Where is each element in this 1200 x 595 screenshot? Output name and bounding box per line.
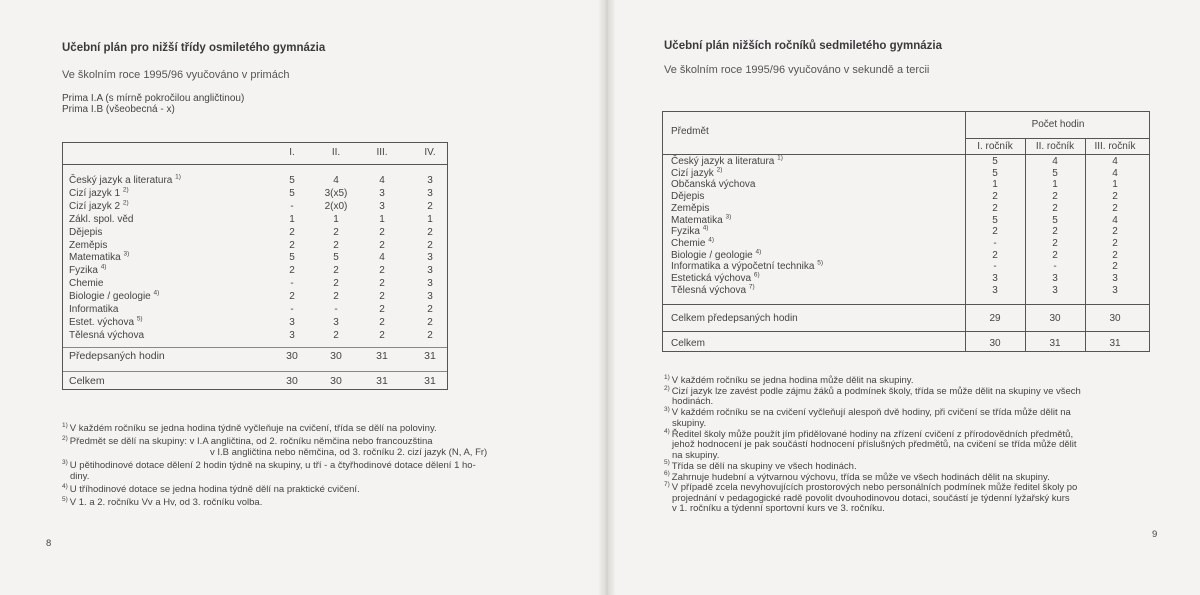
hours-cell: 3 [1052,284,1058,296]
hours-cell: 3 [1112,273,1118,284]
total-cell: 31 [376,350,388,362]
table-total-divider [63,371,447,372]
subject-name: Informatika [69,304,119,315]
footnote-text: V 1. a 2. ročníku Vv a Hv, od 3. ročníku volba. [69,497,263,508]
hours-cell: 2 [333,265,339,277]
hours-cell: 3 [427,187,433,199]
table-row [663,156,1149,168]
footnote-number: 7) [664,481,670,489]
table-row [63,188,447,200]
footnote-text: V každém ročníku se jedna hodina může dělit na skupiny. [671,375,914,386]
hours-cell: 2 [289,291,295,303]
total-row [663,313,1149,325]
table-row [663,226,1149,238]
total-cell: 30 [286,350,298,362]
table-row [63,265,447,277]
hours-cell: 2 [1052,237,1058,249]
footnote-text: V každém ročníku se jedna hodina týdně vyčleňuje na cvičení, třída se dělí na poloviny. [69,423,437,434]
table-total-divider [63,347,447,348]
footnote-number: 5) [62,495,68,503]
column-header: III. ročník [1094,141,1136,152]
subject-label [671,226,708,238]
hours-cell: 1 [1052,179,1058,191]
subject-label [69,304,118,316]
subject-name: Občanská výchova [671,179,756,191]
hours-cell: 2 [1052,202,1058,214]
subject-name: Tělesná výchova [671,284,747,296]
subject-name: Český jazyk a literatura [69,175,173,186]
hours-cell: 3 [992,273,998,284]
total-cell: 31 [424,375,436,387]
hours-cell: 2 [427,329,433,341]
table-total-divider [663,331,1149,332]
footnote-text: jehož hodnocení je pak součástí hodnocení příslušných předmětů, na cvičení se třída může dělit [672,439,1077,451]
hours-cell: 1 [333,213,339,225]
footnote-number: 5) [664,459,670,467]
footnote-line [672,396,713,407]
hours-cell: 2 [1052,191,1058,203]
hours-cell: 4 [1112,214,1118,226]
hours-cell: 1 [992,179,998,191]
hours-cell: 2 [379,278,385,290]
total-cell: 30 [1109,313,1121,324]
footnote-text: v 1. ročníku a týdenní sportovní kurs ve 3. ročníku. [672,503,885,515]
hours-cell: 5 [289,187,295,199]
footnote-ref: 2) [716,166,723,174]
footnote-ref: 5) [136,315,143,323]
footnote-line [664,375,913,386]
hours-cell: 3 [427,278,433,290]
footnote-number: 1) [62,421,68,429]
total-cell: 31 [424,350,436,362]
subject-name: Dějepis [671,191,705,203]
footnote-line [672,439,1077,450]
table-total-divider [663,304,1149,305]
hours-cell: 3 [289,316,295,328]
subject-label [69,214,133,226]
column-header: II. [331,147,341,158]
table-header-divider [63,164,447,165]
table-row [663,203,1149,215]
footnote-line [664,407,1071,418]
footnote-text: Cizí jazyk lze zavést podle zájmu žáků a podmínek školy, třída se může dělit na skupiny ve všech [671,385,1081,397]
hours-group-header: Počet hodin [1031,119,1085,130]
hours-cell: 2 [427,316,433,328]
hours-cell: 4 [1112,167,1118,179]
hours-cell: 4 [333,175,339,186]
footnote-text: na skupiny. [672,449,720,461]
table-row [63,214,447,226]
subject-name: Biologie / geologie [671,249,753,261]
subject-name: Cizí jazyk [671,167,714,179]
footnote-text: V případě zcela nevyhovujících prostorových nebo personálních podmínek může ředitel školy po [671,482,1078,494]
subject-label [69,265,106,277]
hours-cell: 3 [427,265,433,277]
total-cell: 30 [989,338,1001,349]
footnote-line [62,497,262,508]
hours-cell: - [334,304,338,315]
subject-label [671,261,823,273]
hours-cell: 3 [1112,284,1118,296]
subject-label [69,278,103,290]
class-a-note: Prima I.A (s mírně pokročilou angličtinou) [62,93,245,104]
subject-name: Estetická výchova [671,273,752,284]
column-header: I. [289,147,295,158]
total-label: Celkem [671,338,705,349]
total-cell: 30 [330,350,342,362]
hours-cell: 3(x5) [324,187,348,199]
subject-label [671,273,760,285]
hours-cell: 2 [1112,249,1118,261]
footnote-ref: 4) [708,236,715,244]
total-cell: 31 [1109,338,1121,349]
footnote-text: Ředitel školy může použít jím přidělované hodiny na zřízení cvičení z přírodovědních předmětů, [671,428,1074,440]
table-row [63,201,447,213]
book-gutter [598,0,616,595]
footnote-text: projednání v pedagogické radě povolit dvouhodinovou dotaci, součástí je týdenní lyžařský kurs [672,492,1070,504]
total-cell: 29 [989,313,1001,324]
hours-cell: 3 [289,329,295,341]
subject-name: Informatika a výpočetní technika [671,261,815,273]
subject-name: Fyzika [671,226,700,238]
footnote-line [672,503,885,514]
footnote-ref: 4) [153,289,160,297]
hours-cell: - [290,200,294,212]
footnote-number: 6) [664,470,670,478]
hours-cell: 2 [1052,226,1058,238]
hours-cell: 5 [992,156,998,167]
subject-label [69,188,129,200]
footnote-ref: 3) [725,213,732,221]
subject-label [671,285,755,297]
hours-cell: 2 [333,291,339,303]
hours-cell: 4 [1052,156,1058,167]
hours-cell: 2 [427,304,433,315]
hours-cell: 3 [992,284,998,296]
hours-cell: 5 [289,175,295,186]
hours-cell: 2 [992,191,998,203]
left-curriculum-table [62,142,448,390]
subject-name: Biologie / geologie [69,291,151,303]
footnote-ref: 2) [122,199,129,207]
total-cell: 31 [376,375,388,387]
subject-name: Chemie [69,278,104,290]
hours-cell: 2 [333,329,339,341]
table-row [663,250,1149,262]
hours-cell: 3 [427,291,433,303]
subject-header: Předmět [671,126,709,137]
table-row [663,168,1149,180]
footnote-ref: 4) [755,248,762,256]
subject-name: Zeměpis [671,202,710,214]
table-row [63,330,447,342]
hours-cell: 2 [427,239,433,251]
table-row [663,285,1149,297]
footnote-line [664,429,1073,440]
hours-cell: 2 [1052,249,1058,261]
hours-cell: 2 [992,202,998,214]
subject-label [69,201,129,213]
footnote-line [62,423,437,434]
hours-cell: - [993,237,997,249]
hours-cell: 2 [379,316,385,328]
subject-label [671,156,783,168]
footnote-text: U pětihodinové dotace dělení 2 hodin týdně na skupiny, u tří - a čtyřhodinové dotace dělení 1 ho- [69,460,476,471]
footnote-line [210,447,487,458]
subject-label [69,175,181,187]
hours-cell: 2 [1112,191,1118,203]
subject-label [69,227,102,239]
hours-cell: 5 [992,167,998,179]
total-cell: 30 [1049,313,1061,324]
footnote-number: 2) [664,384,670,392]
hours-cell: - [290,304,294,315]
total-cell: 30 [286,375,298,387]
footnote-ref: 7) [748,283,755,291]
hours-cell: 5 [1052,214,1058,226]
table-row [63,278,447,290]
subject-name: Fyzika [69,265,98,277]
hours-cell: 1 [1112,179,1118,191]
hours-cell: 1 [289,213,295,225]
footnote-text: Zahrnuje hudební a výtvarnou výchovu, třída se může ve všech hodinách dělit na skupiny. [671,471,1050,483]
hours-cell: 2 [379,291,385,303]
column-header: I. ročník [977,141,1013,152]
table-row [663,215,1149,227]
table-row [663,238,1149,250]
hours-cell: 1 [379,213,385,225]
table-row [663,261,1149,273]
subject-label [69,317,143,329]
subject-label [69,252,129,264]
hours-cell: 4 [379,252,385,264]
hours-cell: 2 [379,239,385,251]
hours-cell: 2 [992,249,998,261]
hours-cell: 5 [333,252,339,264]
table-row [63,240,447,252]
footnote-line [70,471,89,482]
hours-cell: 3 [379,200,385,212]
hours-cell: - [1053,261,1057,273]
hours-cell: 3 [427,252,433,264]
table-row [63,304,447,316]
class-b-note: Prima I.B (všeobecná - x) [62,104,175,115]
subject-name: Český jazyk a literatura [671,156,775,167]
footnote-ref: 6) [753,271,760,279]
right-subtitle: Ve školním roce 1995/96 vyučováno v sekundě a tercii [664,64,930,76]
subject-name: Tělesná výchova [69,329,145,341]
table-row [63,317,447,329]
hours-cell: 5 [289,252,295,264]
footnote-line [672,450,719,461]
hours-cell: 4 [379,175,385,186]
subject-label [671,191,704,203]
footnote-text: skupiny. [672,417,707,429]
footnote-number: 3) [62,458,68,466]
page-number-right: 9 [1152,529,1158,540]
hours-cell: 1 [427,213,433,225]
subject-label [671,168,722,180]
footnote-number: 1) [664,373,670,381]
footnote-ref: 4) [100,263,107,271]
total-label: Celkem předepsaných hodin [671,313,798,324]
subject-name: Zákl. spol. věd [69,213,134,225]
subject-label [69,330,144,342]
footnote-text: v I.B angličtina nebo němčina, od 3. ročníku 2. cizí jazyk (N, A, Fr) [210,447,488,458]
subject-name: Matematika [671,214,723,226]
hours-cell: 2(x0) [324,200,348,212]
footnote-number: 2) [62,434,68,442]
hours-cell: 2 [379,304,385,315]
hours-cell: 2 [1112,202,1118,214]
total-label: Celkem [69,375,105,387]
total-cell: 30 [330,375,342,387]
total-row [663,338,1149,350]
left-subtitle: Ve školním roce 1995/96 vyučováno v primách [62,69,290,81]
column-header: II. ročník [1035,141,1075,152]
footnote-line [672,418,706,429]
footnote-ref: 4) [702,224,709,232]
footnote-line [62,484,360,495]
footnote-text: diny. [70,471,90,482]
hours-cell: 2 [333,226,339,238]
hours-cell: 2 [289,239,295,251]
hours-cell: 2 [1112,226,1118,238]
footnote-number: 3) [664,406,670,414]
column-header: IV. [424,147,436,158]
left-title: Učební plán pro nižší třídy osmiletého gymnázia [62,42,326,54]
footnote-number: 4) [664,427,670,435]
footnote-line [664,461,857,472]
footnote-line [664,472,1050,483]
subject-label [69,240,107,252]
subject-label [671,179,756,191]
footnote-ref: 2) [122,186,129,194]
hours-cell: 5 [992,214,998,226]
hours-cell: 2 [1112,237,1118,249]
table-row [63,227,447,239]
subject-label [671,215,731,227]
table-header-divider [965,138,1149,139]
hours-cell: 2 [992,226,998,238]
hours-cell: 3 [1052,273,1058,284]
footnote-ref: 3) [123,251,130,259]
right-curriculum-table [662,111,1150,352]
table-row [663,273,1149,285]
subject-name: Matematika [69,252,121,264]
footnote-number: 4) [62,482,68,490]
table-row [663,191,1149,203]
hours-cell: 2 [379,226,385,238]
subject-name: Estet. výchova [69,316,135,328]
hours-cell: 5 [1052,167,1058,179]
footnote-text: Třída se dělí na skupiny ve všech hodinách. [671,460,857,472]
subject-name: Chemie [671,237,706,249]
footnote-text: U tříhodinové dotace se jedna hodina týdně dělí na praktické cvičení. [69,484,360,495]
total-cell: 31 [1049,338,1061,349]
hours-cell: 2 [1112,261,1118,273]
subject-name: Dějepis [69,226,103,238]
hours-cell: - [290,278,294,290]
footnote-text: hodinách. [672,396,714,408]
table-row [63,291,447,303]
hours-cell: 3 [427,175,433,186]
footnote-ref: 5) [817,259,823,267]
footnote-line [62,460,476,471]
table-row [63,252,447,264]
hours-cell: 3 [379,187,385,199]
subject-label [671,238,714,250]
column-header: III. [376,147,388,158]
hours-cell: 2 [333,239,339,251]
footnote-ref: 1) [175,173,181,181]
hours-cell: 2 [289,226,295,238]
page-number-left: 8 [46,538,52,549]
footnote-text: Předmět se dělí na skupiny: v I.A angličtina, od 2. ročníku němčina nebo francouzština [69,436,433,447]
subject-name: Cizí jazyk 1 [69,187,121,199]
subject-name: Zeměpis [69,239,108,251]
hours-cell: 4 [1112,156,1118,167]
hours-cell: 2 [379,265,385,277]
footnote-ref: 1) [777,154,783,162]
subject-name: Cizí jazyk 2 [69,200,121,212]
subject-label [671,250,761,262]
table-row [663,179,1149,191]
subject-label [69,291,159,303]
hours-cell: 2 [427,200,433,212]
footnote-line [672,493,1070,504]
hours-cell: 2 [333,278,339,290]
subject-label [671,203,709,215]
hours-cell: 2 [289,265,295,277]
footnote-text: V každém ročníku se na cvičení vyčleňují alespoň dvě hodiny, při cvičení se třída může dělit na [671,407,1071,419]
total-label: Předepsaných hodin [69,350,165,362]
footnote-line [664,482,1077,493]
table-header-divider [663,154,1149,155]
hours-cell: 2 [379,329,385,341]
right-title: Učební plán nižších ročníků sedmiletého gymnázia [664,40,942,52]
footnote-line [62,436,433,447]
hours-cell: - [993,261,997,273]
hours-cell: 2 [427,226,433,238]
hours-cell: 3 [333,316,339,328]
table-row [63,175,447,187]
footnote-line [664,386,1081,397]
